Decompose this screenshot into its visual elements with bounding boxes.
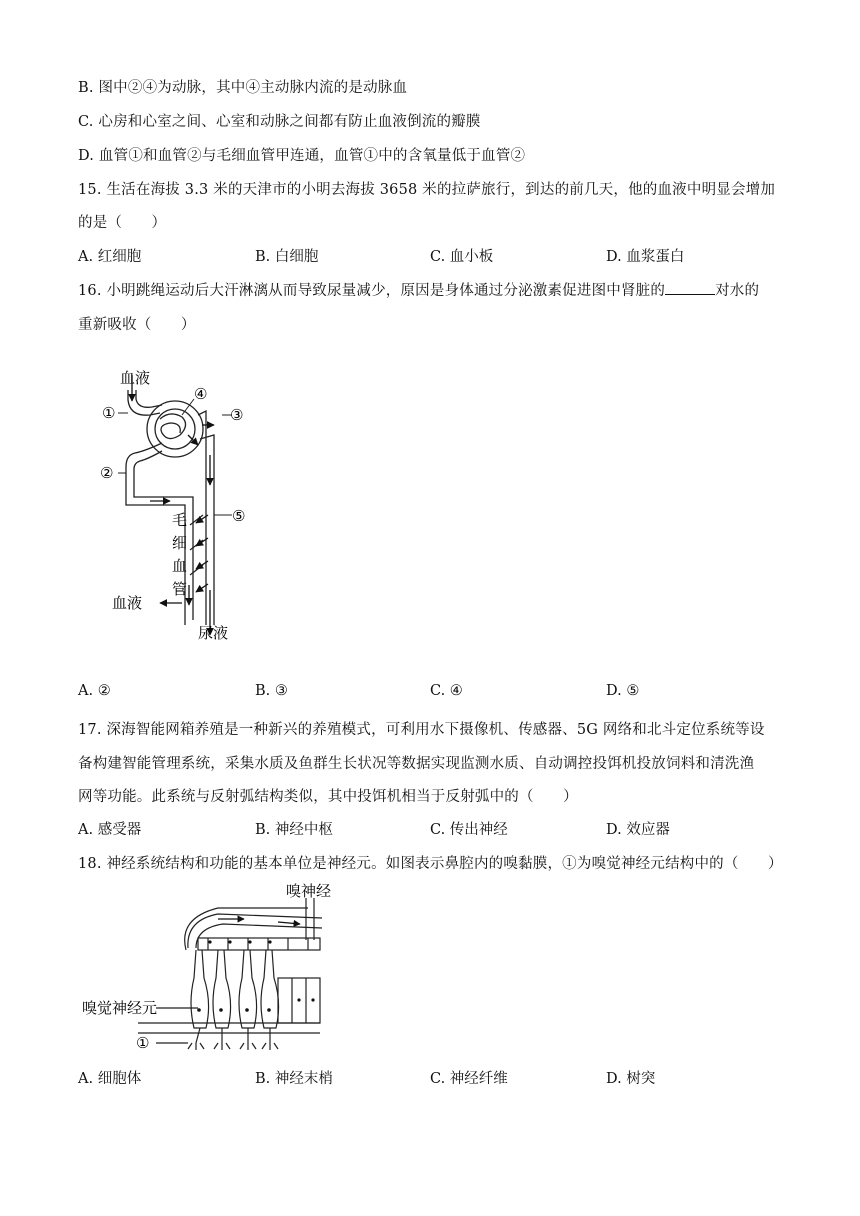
- olfactory-figure: [78, 878, 358, 1056]
- q16-option-a: A. ②: [78, 683, 111, 699]
- q15-option-d: D. 血浆蛋白: [606, 249, 685, 265]
- answer-blank: [665, 280, 715, 295]
- q18-stem-line1: 18. 神经系统结构和功能的基本单位是神经元。如图表示鼻腔内的嗅黏膜，①为嗅觉神经元结构中的（ ）: [78, 856, 783, 872]
- marker-1: ①: [136, 1034, 150, 1052]
- q17-option-d: D. 效应器: [606, 822, 670, 838]
- marker-3: ③: [230, 406, 244, 424]
- marker-4: ④: [194, 385, 208, 403]
- q15-stem-line1: 15. 生活在海拔 3.3 米的天津市的小明去海拔 3658 米的拉萨旅行，到达的前几天，他的血液中明显会增加: [78, 182, 776, 198]
- q17-option-a: A. 感受器: [78, 822, 142, 838]
- q17-stem-line3: 网等功能。此系统与反射弧结构类似，其中投饵机相当于反射弧中的（ ）: [78, 789, 578, 805]
- q16-stem-line1: [78, 279, 759, 300]
- q18-option-d: D. 树突: [606, 1071, 656, 1087]
- q17-stem-line2: 备构建智能管理系统，采集水质及鱼群生长状况等数据实现监测水质、自动调控投饵机投放饲料和清洗渔: [78, 756, 755, 772]
- capillary-char-1: 毛: [172, 511, 188, 529]
- q17-stem-line1: 17. 深海智能网箱养殖是一种新兴的养殖模式，可利用水下摄像机、传感器、5G 网络和北斗定位系统等设: [78, 722, 765, 738]
- q16-option-c: C. ④: [430, 683, 463, 699]
- q18-option-b: B. 神经末梢: [255, 1071, 333, 1087]
- q18-option-a: A. 细胞体: [78, 1071, 142, 1087]
- q17-option-c: C. 传出神经: [430, 822, 508, 838]
- blood-in-label: 血液: [120, 369, 151, 387]
- urine-label: 尿液: [198, 624, 229, 642]
- olfactory-nerve-label: 嗅神经: [286, 882, 332, 900]
- q16-option-d: D. ⑤: [606, 683, 640, 699]
- q18-option-c: C. 神经纤维: [430, 1071, 508, 1087]
- nephron-figure: [90, 355, 280, 645]
- q15-option-b: B. 白细胞: [255, 249, 319, 265]
- capillary-char-3: 血: [172, 557, 188, 575]
- marker-5: ⑤: [232, 507, 246, 525]
- blood-out-label: 血液: [112, 594, 143, 612]
- q16-stem-pre: 16. 小明跳绳运动后大汗淋漓从而导致尿量减少，原因是身体通过分泌激素促进图中肾脏的: [78, 283, 666, 299]
- q14-option-d: D. 血管①和血管②与毛细血管甲连通，血管①中的含氧量低于血管②: [78, 148, 526, 164]
- q15-stem-line2: 的是（ ）: [78, 215, 167, 231]
- q16-option-b: B. ③: [255, 683, 288, 699]
- q15-option-a: A. 红细胞: [78, 249, 142, 265]
- capillary-char-4: 管: [172, 580, 188, 598]
- olfactory-neuron-label: 嗅觉神经元: [82, 999, 158, 1017]
- q14-option-c: C. 心房和心室之间、心室和动脉之间都有防止血液倒流的瓣膜: [78, 114, 481, 130]
- q16-stem-post: 对水的: [715, 283, 760, 299]
- q14-option-b: B. 图中②④为动脉，其中④主动脉内流的是动脉血: [78, 80, 408, 96]
- q15-option-c: C. 血小板: [430, 249, 494, 265]
- q16-stem-line2: 重新吸收（ ）: [78, 317, 196, 333]
- marker-2: ②: [100, 464, 114, 482]
- marker-1: ①: [102, 404, 116, 422]
- q17-option-b: B. 神经中枢: [255, 822, 333, 838]
- capillary-char-2: 细: [172, 534, 188, 552]
